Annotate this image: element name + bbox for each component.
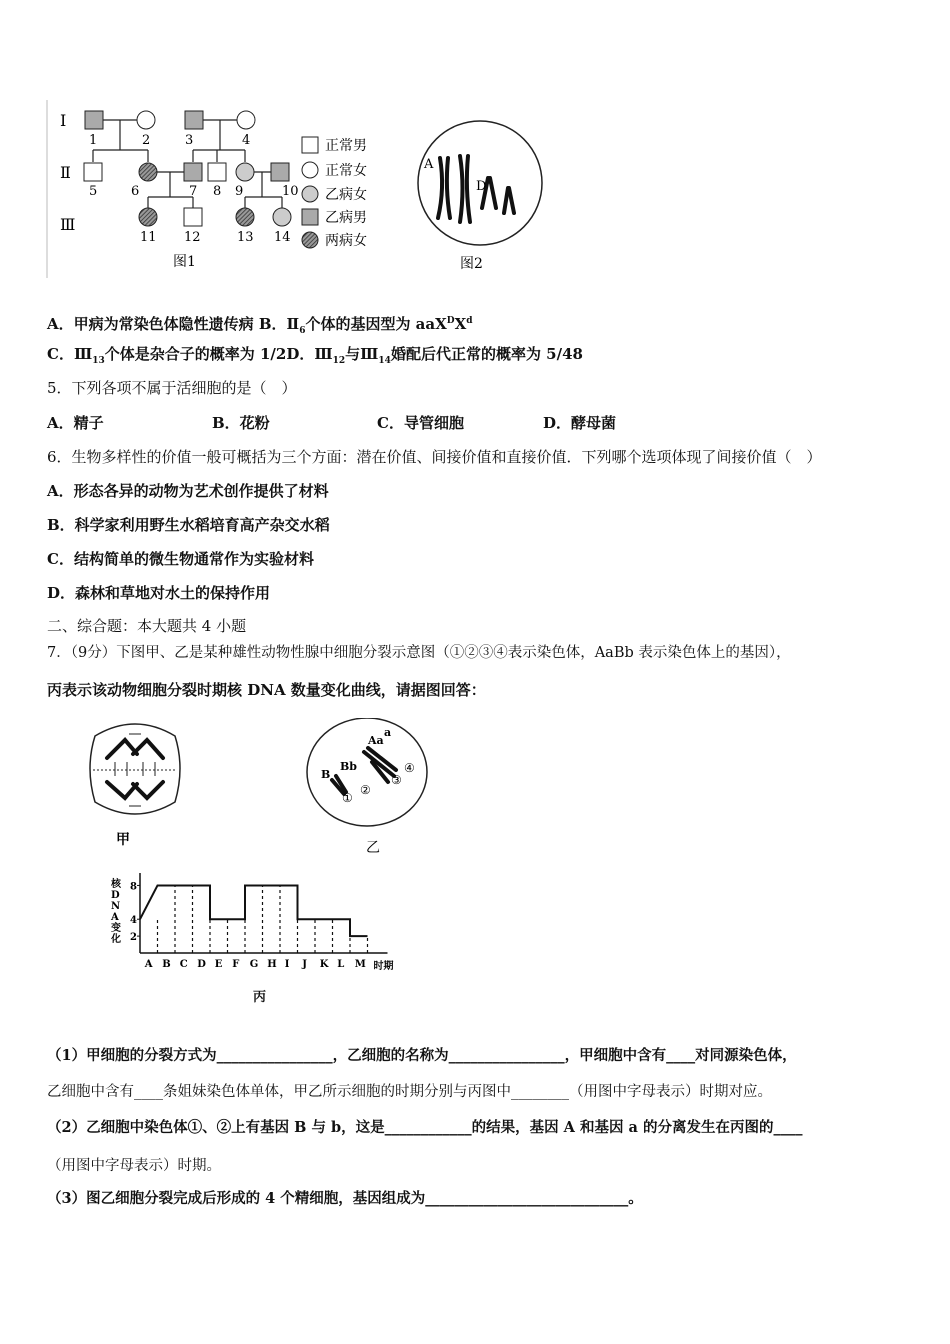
x-tick-label-J: J [302,959,307,970]
figure-yi-cell [302,718,432,858]
yi-label-1: ① [342,791,353,805]
label-4: 4 [242,133,251,148]
individual-10 [271,163,289,181]
section2-title: 二、综合题：本大题共 4 小题 [47,617,247,635]
q7-sub2-line1: （2）乙细胞中染色体①、②上有基因 B 与 b，这是____________的结果，基因 A 和基因 a 的分离发生在丙图的____ [47,1119,803,1136]
label-8: 8 [213,184,222,199]
q6-option-b: B．科学家利用野生水稻培育高产杂交水稻 [47,516,330,534]
label-7: 7 [189,184,198,199]
individual-4 [237,111,255,129]
q6-option-a: A．形态各异的动物为艺术创作提供了材料 [47,482,329,500]
gen-label-1: Ⅰ [60,111,67,130]
figure1-caption: 图1 [173,254,196,270]
y-tick-label-8: 8 [130,881,137,893]
legend-two-diseases-female-icon [302,232,318,248]
yi-label-bb: Bb [340,760,357,773]
label-1: 1 [89,133,98,148]
q6-stem: 6．生物多样性的价值一般可概括为三个方面：潜在价值、间接价值和直接价值．下列哪个选项体现了间接价值（ ） [47,448,822,466]
legend-normal-female-icon [302,162,318,178]
label-12: 12 [184,230,201,245]
q7-stem-line2: 丙表示该动物细胞分裂时期核 DNA 数量变化曲线，请据图回答： [47,681,486,699]
individual-14 [273,208,291,226]
individual-11 [139,208,157,226]
legend-disease-b-male: 乙病男 [325,210,367,226]
gen-label-3: Ⅲ [60,215,76,234]
individual-8 [208,163,226,181]
chart-ylabel-vertical: 核 D N A 变化 [111,879,121,945]
yi-label-b: B [321,768,331,781]
q6-option-d: D．森林和草地对水土的保持作用 [47,584,271,602]
individual-13 [236,208,254,226]
caption-bing: 丙 [253,990,267,1005]
legend-normal-female: 正常女 [325,163,367,179]
legend-disease-b-female: 乙病女 [325,187,367,203]
x-tick-label-L: L [337,959,345,970]
legend-disease-b-male-icon [302,209,318,225]
figure2-label-a: A [424,157,434,172]
q4-options-line1: A．甲病为常染色体隐性遗传病 B．$Ⅱ_6$个体的基因型为 $aaX^DX^d$ [47,315,473,336]
x-tick-label-C: C [179,959,188,970]
label-3: 3 [185,133,194,148]
label-13: 13 [237,230,254,245]
yi-label-2: ② [360,783,371,797]
pedigree-figure [45,100,395,280]
q5-option-c: C．导管细胞 [377,414,464,432]
y-tick-label-2: 2 [130,932,137,944]
chart-xlabel: 时期 [373,961,394,972]
q7-sub3: （3）图乙细胞分裂完成后形成的 4 个精细胞，基因组成为____________________________。 [47,1190,643,1207]
x-tick-label-M: M [354,959,366,970]
x-tick-label-K: K [319,959,329,970]
individual-3 [185,111,203,129]
legend-two-diseases-female: 两病女 [325,233,367,249]
label-10: 10 [282,184,299,199]
individual-6 [139,163,157,181]
yi-label-a: a [384,726,392,739]
q5-option-b: B．花粉 [212,414,270,432]
figure-jia-cell [85,718,185,848]
gen-label-2: Ⅱ [60,163,71,182]
individual-2 [137,111,155,129]
caption-jia: 甲 [116,832,130,848]
x-tick-label-H: H [267,959,277,970]
figure2-caption: 图2 [460,256,483,272]
x-tick-label-A: A [144,959,153,970]
x-tick-label-B: B [162,959,171,970]
individual-9 [236,163,254,181]
figure2-label-d: D [476,179,487,194]
individual-1 [85,111,103,129]
caption-yi: 乙 [366,840,380,856]
x-tick-label-I: I [284,959,290,970]
q5-option-a: A．精子 [47,414,104,432]
chart-dna-curve [140,885,368,936]
yi-label-3: ③ [391,773,402,787]
y-tick-label-4: 4 [130,915,137,927]
label-9: 9 [235,184,244,199]
q7-stem-line1: 7．（9分）下图甲、乙是某种雄性动物性腺中细胞分裂示意图（①②③④表示染色体，AaBb 表示染色体上的基因）， [47,645,791,661]
q7-sub1-line2: 乙细胞中含有____条姐妹染色体单体，甲乙所示细胞的时期分别与丙图中________（用图中字母表示）时期对应。 [47,1084,772,1100]
x-tick-label-D: D [197,959,206,970]
x-tick-label-E: E [214,959,223,970]
legend-disease-b-female-icon [302,186,318,202]
yi-label-4: ④ [404,761,415,775]
x-tick-label-G: G [249,959,259,970]
q5-option-d: D．酵母菌 [543,414,617,432]
label-5: 5 [89,184,98,199]
q7-sub1-line1: （1）甲细胞的分裂方式为________________，乙细胞的名称为________________，甲细胞中含有____对同源染色体， [47,1047,797,1064]
label-6: 6 [131,184,140,199]
q4-options-line2: C．$Ⅲ_{13}$个体是杂合子的概率为 1/2D．$Ⅲ_{12}$与$Ⅲ_{14}$婚配后代正常的概率为 5/48 [47,345,583,366]
label-14: 14 [274,230,291,245]
individual-12 [184,208,202,226]
label-11: 11 [140,230,157,245]
figure2-cell [410,118,550,278]
label-2: 2 [142,133,151,148]
individual-5 [84,163,102,181]
q6-option-c: C．结构简单的微生物通常作为实验材料 [47,550,314,568]
q5-stem: 5．下列各项不属于活细胞的是（ ） [47,379,297,397]
individual-7 [184,163,202,181]
legend-normal-male-icon [302,137,318,153]
x-tick-label-F: F [232,959,240,970]
q7-sub2-line2: （用图中字母表示）时期。 [47,1158,221,1174]
yi-label-aa: Aa [368,734,384,747]
legend-normal-male: 正常男 [325,138,367,154]
